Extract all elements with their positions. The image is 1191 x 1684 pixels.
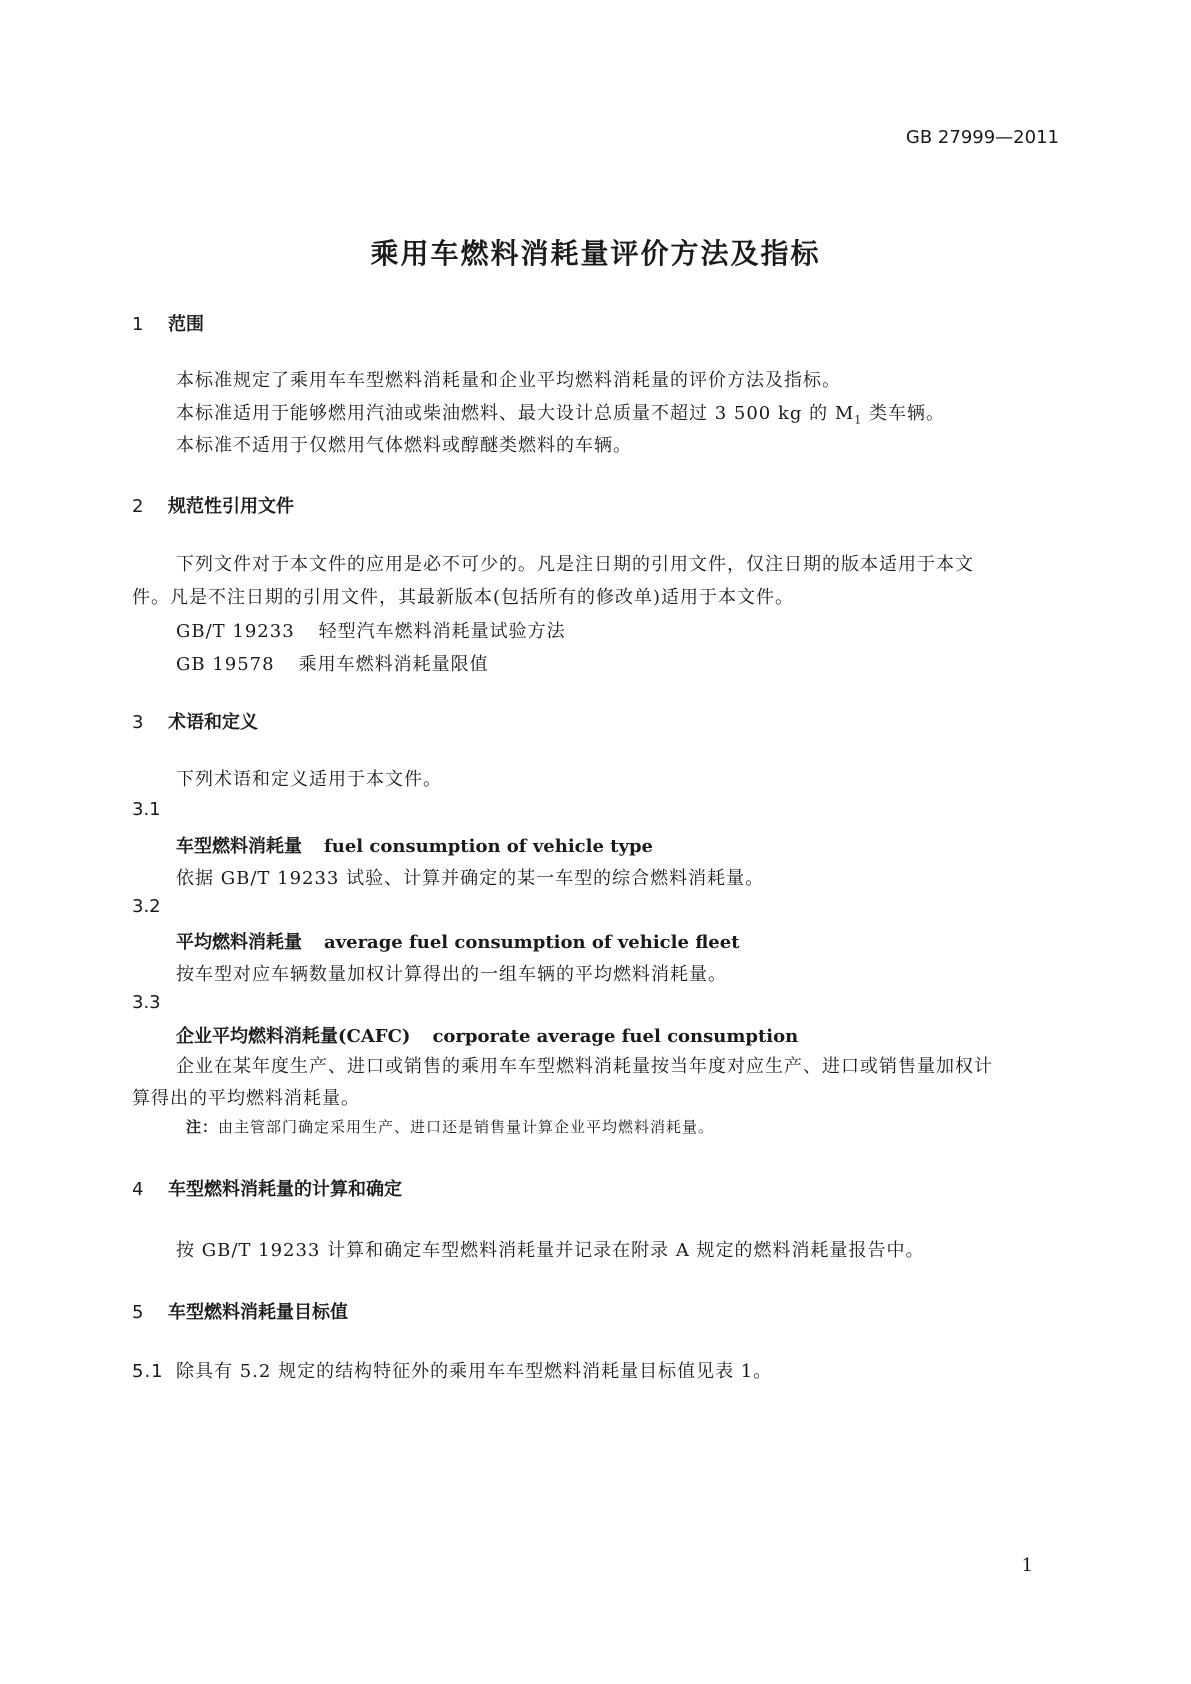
reference-code: GB/T 19233 xyxy=(176,621,295,642)
section-number: 5 xyxy=(132,1302,144,1323)
clause xyxy=(132,1357,772,1383)
reference-item xyxy=(176,617,566,643)
paragraph: 下列文件对于本文件的应用是必不可少的。凡是注日期的引用文件，仅注日期的版本适用于本文 xyxy=(176,554,974,575)
page-title: 乘用车燃料消耗量评价方法及指标 xyxy=(370,237,821,270)
term-definition-continuation: 算得出的平均燃料消耗量。 xyxy=(132,1088,360,1109)
page-number: 1 xyxy=(1021,1555,1033,1576)
section-3-heading xyxy=(132,708,258,734)
clause-number: 3.3 xyxy=(132,992,161,1013)
section-title: 车型燃料消耗量的计算和确定 xyxy=(168,1179,402,1200)
reference-title: 乘用车燃料消耗量限值 xyxy=(298,654,489,675)
section-title: 车型燃料消耗量目标值 xyxy=(168,1302,348,1323)
paragraph: 下列术语和定义适用于本文件。 xyxy=(176,769,442,790)
reference-code: GB 19578 xyxy=(176,654,275,675)
term-english: corporate average fuel consumption xyxy=(432,1026,799,1047)
term-definition: 企业在某年度生产、进口或销售的乘用车车型燃料消耗量按当年度对应生产、进口或销售量加权计 xyxy=(176,1056,993,1077)
section-number: 4 xyxy=(132,1179,144,1200)
section-number: 2 xyxy=(132,496,144,517)
clause-number: 5.1 xyxy=(132,1361,164,1382)
note-text: 由主管部门确定采用生产、进口还是销售量计算企业平均燃料消耗量。 xyxy=(218,1118,715,1136)
term-entry xyxy=(176,1022,798,1048)
section-1-heading xyxy=(132,310,204,336)
clause-number: 3.2 xyxy=(132,896,161,917)
paragraph: 按 GB/T 19233 计算和确定车型燃料消耗量并记录在附录 A 规定的燃料消耗量报告中。 xyxy=(176,1240,925,1261)
clause-number: 3.1 xyxy=(132,799,161,820)
term-entry xyxy=(176,832,653,858)
paragraph: 本标准不适用于仅燃用气体燃料或醇醚类燃料的车辆。 xyxy=(176,435,632,456)
paragraph-continuation: 件。凡是不注日期的引用文件，其最新版本(包括所有的修改单)适用于本文件。 xyxy=(132,587,795,608)
term-definition: 依据 GB/T 19233 试验、计算并确定的某一车型的综合燃料消耗量。 xyxy=(176,868,765,889)
section-4-heading xyxy=(132,1175,402,1201)
term-definition: 按车型对应车辆数量加权计算得出的一组车辆的平均燃料消耗量。 xyxy=(176,964,727,985)
term-entry xyxy=(176,928,740,954)
standard-code: GB 27999—2011 xyxy=(905,127,1059,148)
clause-text: 除具有 5.2 规定的结构特征外的乘用车车型燃料消耗量目标值见表 1。 xyxy=(176,1361,773,1382)
subscript: 1 xyxy=(854,413,863,427)
section-5-heading xyxy=(132,1298,348,1324)
section-title: 范围 xyxy=(168,314,204,335)
term-chinese: 车型燃料消耗量 xyxy=(176,836,302,857)
section-number: 3 xyxy=(132,712,144,733)
paragraph: 本标准规定了乘用车车型燃料消耗量和企业平均燃料消耗量的评价方法及指标。 xyxy=(176,370,841,391)
section-title: 术语和定义 xyxy=(168,712,258,733)
term-chinese: 平均燃料消耗量 xyxy=(176,932,302,953)
reference-title: 轻型汽车燃料消耗量试验方法 xyxy=(318,621,566,642)
term-english: fuel consumption of vehicle type xyxy=(324,836,653,857)
note xyxy=(186,1116,714,1137)
paragraph xyxy=(176,399,945,427)
reference-item xyxy=(176,650,489,676)
term-english: average fuel consumption of vehicle fleet xyxy=(324,932,740,953)
text-run: 类车辆。 xyxy=(862,403,946,424)
section-title: 规范性引用文件 xyxy=(168,496,294,517)
section-number: 1 xyxy=(132,314,144,335)
text-run: 本标准适用于能够燃用汽油或柴油燃料、最大设计总质量不超过 3 500 kg 的 M xyxy=(176,403,855,424)
term-chinese: 企业平均燃料消耗量(CAFC) xyxy=(176,1026,411,1047)
note-label: 注： xyxy=(186,1118,219,1136)
section-2-heading xyxy=(132,492,294,518)
